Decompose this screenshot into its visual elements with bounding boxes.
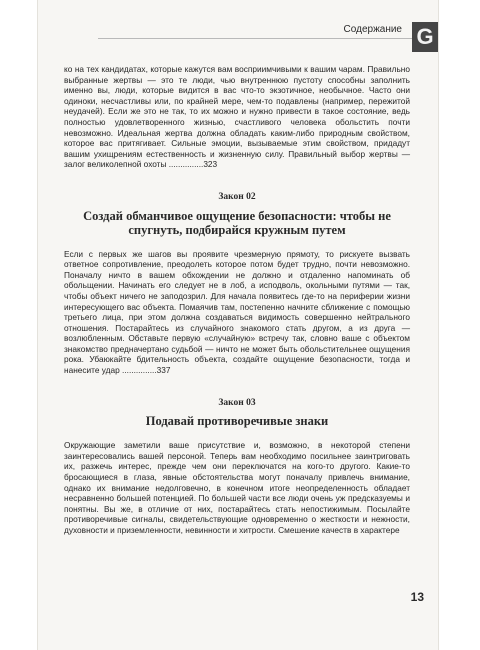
law-number: Закон 03: [218, 397, 256, 408]
law-03-heading: [64, 398, 410, 429]
paragraph-law01-end: ко на тех кандидатах, которые кажутся вам восприимчивыми к вашим чарам. Правильно выбранные жертвы — это те люди, чью внутреннюю пустоту способны заполнить именно вы, люди, которые видится в вас что-то экзотичное, необычное. Часто они одиноки, несчастливы или, по крайней мере, чем-то подавлены (например, пережитой неудачей). Если же это не так, то их можно и нужно привести в такое состояние, ведь полностью удовлетворенного жизнью, счастливого человека обольстить почти невозможно. Идеальная жертва должна обладать каким-либо природным свойством, которое вас притягивает. Сильные эмоции, вызываемые этим свойством, придадут вашим ухищрениям естественность и жизненную силу. Правильный выбор жертвы — залог великолепной охоты ...............323: [64, 64, 410, 170]
law-number: Закон 02: [218, 191, 256, 202]
law-title: Создай обманчивое ощущение безопасности: чтобы не спугнуть, подбирайся кружным путем: [83, 208, 391, 237]
book-page: [38, 0, 438, 650]
law-title: Подавай противоречивые знаки: [145, 414, 329, 429]
section-tab: G: [412, 22, 438, 52]
paragraph-law02: Если с первых же шагов вы проявите чрезмерную прямоту, то рискуете вызвать ответное сопротивление, преодолеть которое потом будет трудно, почти невозможно. Поначалу ничто в вашем обхождении не должно и отдаленно напоминать об обольщении. Начинать его следует не в лоб, а исподволь, окольными путями — так, чтобы объект ничего не заподозрил. Для начала появитесь где-то на периферии жизни интересующего вас объекта. Помаячив там, постепенно начните сближение с помощью третьего лица, при этом должна создаваться видимость совершенно нейтрального отношения. Постарайтесь из случайного знакомого стать другом, а из друга — возлюбленным. Обставьте первую «случайную» встречу так, словно ваше с объектом знакомство предначертано судьбой — ничто не может быть обольстительнее ощущения рока. Убаюкайте бдительность объекта, создайте ощущение безопасности, тогда и нанесите удар ...............337: [64, 248, 410, 376]
law-02-heading: [64, 192, 410, 237]
running-header: [38, 0, 438, 49]
paragraph-law03: Окружающие заметили ваше присутствие и, возможно, в некоторой степени заинтересовались вашей персоной. Теперь вам необходимо посильнее заинтриговать их, разжечь интерес, прежде чем они переключатся на кого-то другого. Какие-то бросающиеся в глаза, явные обстоятельства могут поначалу привлечь внимание, однако их внимание недолговечно, в конечном итоге неопределенность обладает несравненно большей потенцией. По большей части все люди очень уж предсказуемы и понятны. Вы же, в отличие от них, постарайтесь стать непостижимым. Посылайте противоречивые сигналы, свидетельствующие одновременно о жесткости и нежности, духовности и приземленности, невинности и хитрости. Смешение качеств в характере: [64, 440, 410, 535]
header-rule: [98, 38, 438, 39]
page-content: [64, 64, 410, 536]
page-number: 13: [410, 590, 424, 604]
header-title: Содержание: [343, 24, 402, 35]
